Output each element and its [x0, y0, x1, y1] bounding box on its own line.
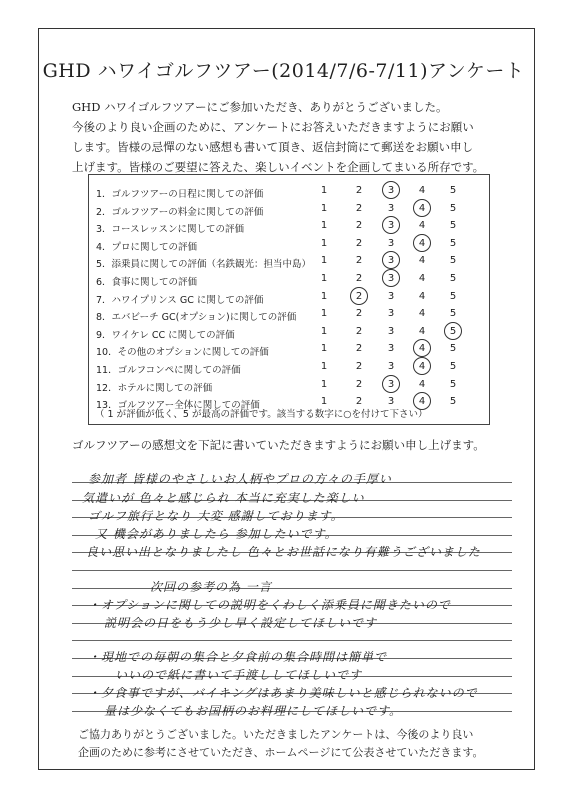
selected-circle: [413, 357, 431, 375]
rating-row: [89, 342, 489, 360]
intro-line: GHD ハワイゴルフツアーにご参加いただき、ありがとうございました。: [72, 100, 448, 114]
rating-option[interactable]: 4: [418, 396, 426, 408]
selected-circle: [382, 251, 400, 269]
selected-circle: [382, 375, 400, 393]
rating-option[interactable]: 1: [320, 343, 328, 355]
handwritten-line: ・現地での毎朝の集合と夕食前の集合時間は簡単で: [88, 650, 388, 664]
rating-label: 12．ホテルに関しての評価: [96, 382, 213, 394]
selected-circle: [413, 234, 431, 252]
rating-label: 11．ゴルフコンペに関しての評価: [96, 365, 241, 376]
rating-row: [89, 325, 489, 343]
selected-circle: [413, 199, 431, 217]
rating-option[interactable]: 5: [449, 290, 457, 302]
rating-option[interactable]: 1: [320, 202, 328, 214]
rating-label: 13．ゴルフツアー全体に関しての評価: [96, 400, 260, 412]
rating-option[interactable]: 4: [418, 255, 426, 267]
rating-option[interactable]: 5: [449, 378, 457, 390]
handwritten-line: 説明会の日をもう少し早く設定してほしいです: [104, 616, 378, 630]
rating-row: [89, 254, 489, 272]
rating-option[interactable]: 3: [387, 202, 395, 214]
rating-option[interactable]: 1: [320, 308, 328, 320]
rating-option[interactable]: 3: [387, 185, 395, 196]
handwritten-line: 気遣いが 色々と感じられ 本当に充実した楽しい: [82, 491, 365, 505]
rating-option[interactable]: 1: [320, 325, 328, 337]
rating-option[interactable]: 3: [387, 273, 395, 284]
handwritten-line: 参加者 皆様のやさしいお人柄やプロの方々の手厚い: [88, 472, 392, 486]
rating-label: 4．プロに関しての評価: [96, 241, 198, 253]
handwritten-line: 良い思い出となりましたし 色々とお世話になり有難うございました: [86, 545, 481, 559]
rating-option[interactable]: 3: [387, 220, 395, 232]
rating-option[interactable]: 3: [387, 308, 395, 320]
rating-label: 10．その他のオプションに関しての評価: [96, 347, 269, 359]
rating-row: [89, 360, 489, 378]
rating-row: [89, 219, 489, 237]
rating-option[interactable]: 4: [418, 378, 426, 390]
rating-row: [89, 237, 489, 255]
handwritten-line: いいので紙に書いて手渡ししてほしいです: [115, 668, 363, 682]
intro-line: します。皆様の忌憚のない感想も書いて頂き、返信封筒にて郵送をお願い申し: [72, 140, 474, 154]
selected-circle: [444, 322, 462, 340]
rating-option[interactable]: 2: [355, 202, 363, 214]
intro-line: 今後のより良い企画のために、アンケートにお答えいただきますようにお願い: [72, 120, 474, 134]
rating-option[interactable]: 1: [320, 273, 328, 284]
handwritten-line: 次回の参考の為 一言: [150, 580, 272, 594]
writing-line: [72, 640, 512, 641]
selected-circle: [382, 181, 400, 199]
rating-option[interactable]: 1: [320, 185, 328, 196]
rating-option[interactable]: 1: [320, 378, 328, 390]
ratings-note: （ 1 が評価が低く、5 が最高の評価です。該当する数字に○を付けて下さい）: [95, 409, 428, 420]
rating-option[interactable]: 2: [355, 308, 363, 320]
rating-label: 3．コースレッスンに関しての評価: [96, 224, 244, 236]
rating-option[interactable]: 3: [387, 361, 395, 372]
rating-option[interactable]: 4: [418, 202, 426, 214]
rating-option[interactable]: 3: [387, 237, 395, 249]
rating-option[interactable]: 2: [355, 237, 363, 249]
rating-option[interactable]: 4: [418, 343, 426, 355]
selected-circle: [382, 269, 400, 287]
rating-label: 9．ワイケレ CC に関しての評価: [96, 329, 235, 341]
rating-label: 7．ハワイプリンス GC に関しての評価: [96, 294, 264, 306]
closing-line: 企画のために参考にさせていただき、ホームページにて公表させていただきます。: [78, 746, 484, 759]
rating-option[interactable]: 4: [418, 220, 426, 232]
rating-option[interactable]: 1: [320, 237, 328, 249]
rating-option[interactable]: 5: [449, 396, 457, 408]
rating-label: 5．添乗員に関しての評価（名鉄観光：担当中島）: [96, 259, 312, 271]
rating-option[interactable]: 2: [355, 185, 363, 196]
rating-option[interactable]: 2: [355, 255, 363, 267]
rating-option[interactable]: 5: [449, 255, 457, 267]
handwritten-line: ゴルフ旅行となり 大変 感謝しております。: [88, 509, 344, 523]
rating-row: [89, 184, 489, 202]
rating-option[interactable]: 5: [449, 343, 457, 355]
rating-option[interactable]: 4: [418, 325, 426, 337]
selected-circle: [350, 287, 368, 305]
rating-row: [89, 307, 489, 325]
handwritten-line: 量は少なくてもお国柄のお料理にしてほしいです。: [104, 704, 403, 718]
handwritten-line: 又 機会がありましたら 参加したいです。: [95, 527, 338, 541]
rating-row: [89, 202, 489, 220]
rating-option[interactable]: 5: [449, 273, 457, 284]
ratings-box: [88, 174, 490, 425]
rating-option[interactable]: 2: [355, 378, 363, 390]
rating-option[interactable]: 5: [449, 237, 457, 249]
rating-option[interactable]: 3: [387, 325, 395, 337]
rating-label: 2．ゴルフツアーの料金に関しての評価: [96, 206, 264, 218]
rating-row: [89, 272, 489, 290]
rating-option[interactable]: 3: [387, 343, 395, 355]
rating-option[interactable]: 2: [355, 361, 363, 372]
rating-option[interactable]: 3: [387, 378, 395, 390]
impression-label: ゴルフツアーの感想文を下記に書いていただきますようにお願い申し上げます。: [72, 438, 485, 452]
rating-option[interactable]: 2: [355, 273, 363, 284]
rating-option[interactable]: 2: [355, 290, 363, 302]
rating-option[interactable]: 2: [355, 220, 363, 232]
rating-option[interactable]: 1: [320, 255, 328, 267]
rating-option[interactable]: 1: [320, 290, 328, 302]
writing-line: [72, 588, 512, 589]
rating-option[interactable]: 5: [449, 202, 457, 214]
intro-line: 上げます。皆様のご要望に答えた、楽しいイベントを企画してまいる所存です。: [72, 160, 485, 174]
rating-option[interactable]: 1: [320, 220, 328, 232]
writing-line: [72, 570, 512, 571]
rating-option[interactable]: 5: [449, 325, 457, 337]
rating-label: 8．エバビーチ GC(オプション)に関しての評価: [96, 312, 297, 324]
closing-line: ご協力ありがとうございました。いただきましたアンケートは、今後のより良い: [78, 728, 474, 741]
rating-label: 1．ゴルフツアーの日程に関しての評価: [96, 189, 264, 200]
rating-option[interactable]: 3: [387, 396, 395, 408]
rating-option[interactable]: 4: [418, 273, 426, 284]
rating-option[interactable]: 4: [418, 290, 426, 302]
selected-circle: [382, 216, 400, 234]
rating-option[interactable]: 4: [418, 185, 426, 196]
rating-option[interactable]: 3: [387, 255, 395, 267]
closing-text: [78, 726, 518, 762]
rating-option[interactable]: 4: [418, 237, 426, 249]
page-title: GHD ハワイゴルフツアー(2014/7/6-7/11)アンケート: [42, 60, 525, 82]
rating-option[interactable]: 5: [449, 361, 457, 372]
handwritten-line: ・夕食事ですが、バイキングはあまり美味しいと感じられないので: [88, 686, 478, 700]
rating-option[interactable]: 4: [418, 308, 426, 320]
rating-option[interactable]: 1: [320, 361, 328, 372]
rating-option[interactable]: 2: [355, 343, 363, 355]
rating-option[interactable]: 5: [449, 185, 457, 196]
rating-option[interactable]: 1: [320, 396, 328, 408]
rating-row: [89, 378, 489, 396]
rating-label: 6．食事に関しての評価: [96, 277, 198, 288]
handwritten-line: ・オプションに関しての説明をくわしく添乗員に聞きたいので: [88, 598, 451, 612]
rating-option[interactable]: 5: [449, 220, 457, 232]
rating-option[interactable]: 2: [355, 396, 363, 408]
rating-row: [89, 290, 489, 308]
selected-circle: [413, 339, 431, 357]
rating-row: [89, 395, 489, 413]
intro-text: [72, 97, 512, 177]
rating-option[interactable]: 2: [355, 325, 363, 337]
rating-option[interactable]: 5: [449, 308, 457, 320]
rating-option[interactable]: 3: [387, 290, 395, 302]
rating-option[interactable]: 4: [418, 361, 426, 372]
selected-circle: [413, 392, 431, 410]
